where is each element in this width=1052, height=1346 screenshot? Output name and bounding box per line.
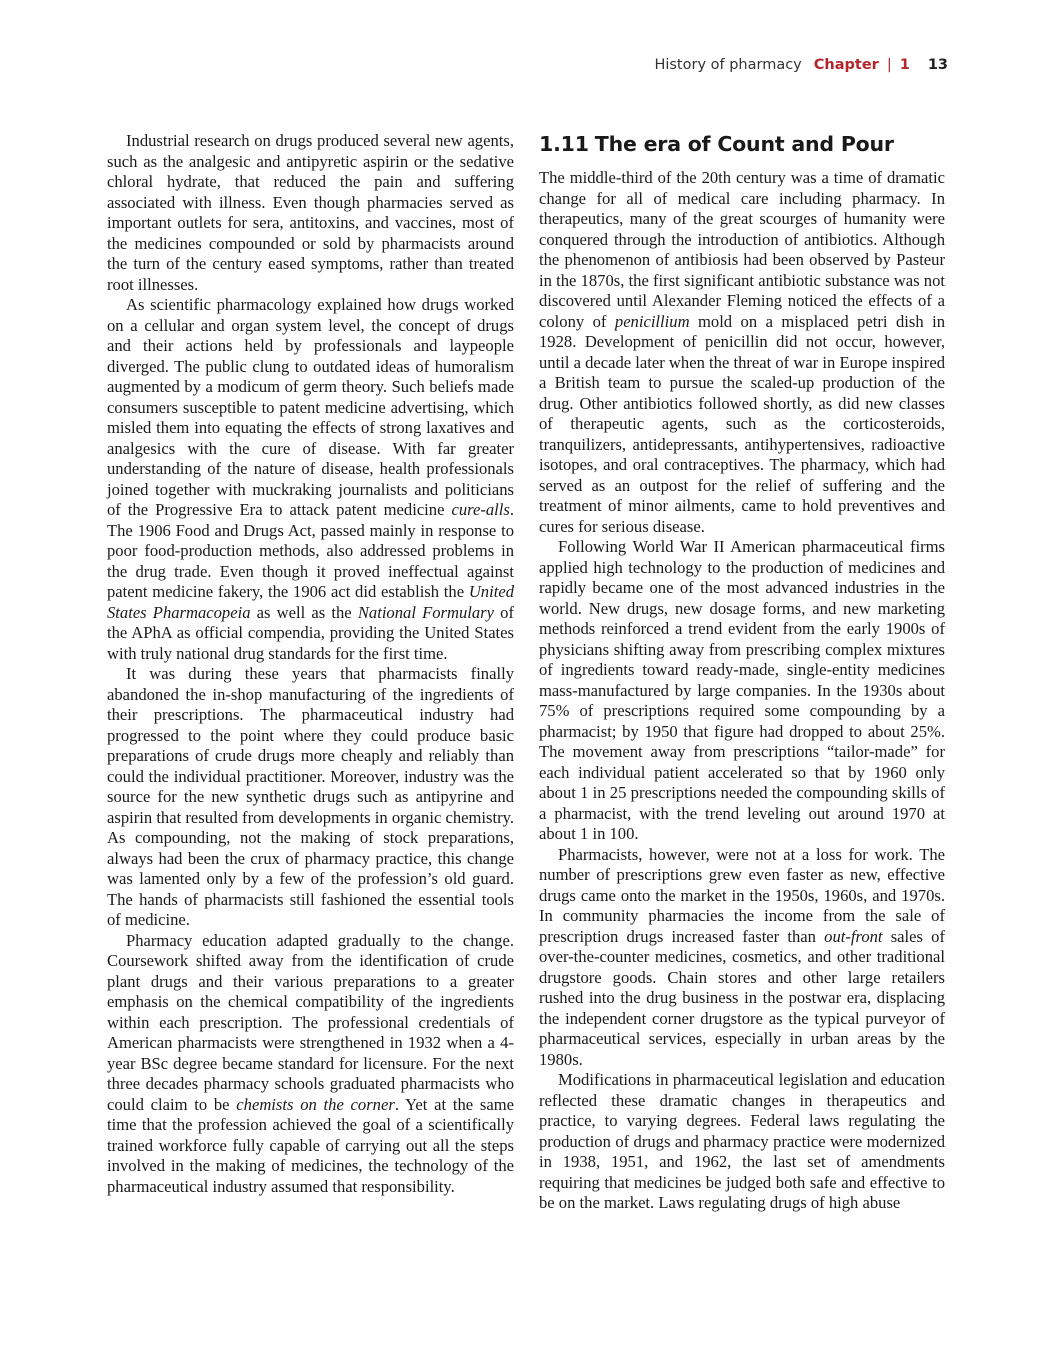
emphasis-text: cure-alls <box>451 500 510 519</box>
section-title: The era of Count and Pour <box>594 132 894 156</box>
paragraph <box>107 931 514 1198</box>
paragraph-text: Industrial research on drugs produced several new agents, such as the analgesic and antipyretic aspirin or the sedative chloral hydrate, that reduced the pain and suffering associated with illness. Even though pharmacies served as important outlets for sera, antitoxins, and vaccines, most of the medicines compounded or sold by pharmacists around the turn of the century eased symptoms, rather than treated root illnesses. <box>107 131 514 294</box>
paragraph-text: As scientific pharmacology explained how drugs worked on a cellular and organ system level, the concept of drugs and their actions held by professionals and laypeople diverged. The public clung to outdated ideas of humoralism augmented by a modicum of germ theory. Such beliefs made consumers susceptible to patent medicine advertising, which misled them into equating the effects of strong laxatives and analgesics with the cure of disease. With far greater understanding of the nature of disease, health professionals joined together with muckraking journalists and politicians of the Progressive Era to attack patent medicine <box>107 295 514 519</box>
paragraph-text: sales of over-the-counter medicines, cosmetics, and other traditional drugstore goods. Chain stores and other large retailers rushed into the drug business in the postwar era, displacing the independent corner drugstore as the typical purveyor of pharmaceutical services, especially in urban areas by the 1980s. <box>539 926 945 1069</box>
chapter-label: Chapter <box>813 57 879 73</box>
running-header <box>654 57 948 79</box>
paragraph <box>539 168 945 537</box>
paragraph <box>107 664 514 931</box>
paragraph-text: . The 1906 Food and Drugs Act, passed mainly in response to poor food-production methods, also addressed problems in the drug trade. Even though it proved ineffectual against patent medicine fakery, the 1906 act did establish the <box>107 500 514 601</box>
paragraph <box>107 295 514 664</box>
paragraph-text: The middle-third of the 20th century was a time of dramatic change for all of medical care including pharmacy. In therapeutics, many of the great scourges of humanity were conquered through the introduction of antibiotics. Although the phenomenon of antibiosis had been observed by Pasteur in the 1870s, the first significant antibiotic substance was not discovered until Alexander Fleming noticed the effects of a colony of <box>539 168 945 331</box>
paragraph-text: It was during these years that pharmacists finally abandoned the in-shop manufacturing of the ingredients of their prescriptions. The pharmaceutical industry had progressed to the point where they could produce basic preparations of crude drugs more cheaply and reliably than could the individual practitioner. Moreover, industry was the source for the new synthetic drugs such as antipyrine and aspirin that resulted from developments in organic chemistry. As compounding, not the making of stock preparations, always had been the crux of pharmacy practice, this change was lamented only by a few of the profession’s old guard. The hands of pharmacists still fashioned the essential tools of medicine. <box>107 664 514 929</box>
paragraph-text: Modifications in pharmaceutical legislation and education reflected these dramatic changes in therapeutics and practice, to varying degrees. Federal laws regulating the production of drugs and pharmacy practice were modernized in 1938, 1951, and 1962, the last set of amendments requiring that medicines be judged both safe and effective to be on the market. Laws regulating drugs of high abuse <box>539 1070 945 1212</box>
paragraph-text: as well as the <box>250 602 358 622</box>
paragraph-text: mold on a misplaced petri dish in 1928. Development of penicillin did not occur, however, until a decade later when the threat of war in Europe inspired a British team to pursue the scaled-up production of the drug. Other antibiotics followed shortly, as did new classes of therapeutic agents, such as the corticosteroids, tranquilizers, antidepressants, antihypertensives, radioactive isotopes, and oral contraceptives. The pharmacy, which had served as an outpost for the relief of suffering and the treatment of minor ailments, came to hold preventives and cures for serious disease. <box>539 311 945 536</box>
paragraph <box>539 537 945 845</box>
section-number: 1.11 <box>539 132 589 156</box>
chapter-separator: | <box>886 57 892 73</box>
emphasis-text: United States Pharmacopeia <box>107 582 514 622</box>
emphasis-text: chemists on the corner <box>236 1094 395 1114</box>
paragraph <box>539 845 945 1071</box>
emphasis-text: National Formulary <box>357 602 494 622</box>
page-number: 13 <box>927 57 948 73</box>
paragraph-text: Pharmacy education adapted gradually to the change. Coursework shifted away from the identification of crude plant drugs and their various preparations to a greater emphasis on the chemical compatibility of the ingredients within each prescription. The professional credentials of American pharmacists were strengthened in 1932 when a 4-year BSc degree became standard for licensure. For the next three decades pharmacy schools graduated pharmacists who could claim to be <box>107 930 514 1114</box>
paragraph-text: of the APhA as official compendia, providing the United States with truly national drug standards for the first time. <box>107 602 514 663</box>
paragraph <box>107 131 514 295</box>
emphasis-text: out-front <box>824 926 883 946</box>
paragraph <box>539 1070 945 1214</box>
paragraph-text: Following World War II American pharmaceutical firms applied high technology to the production of medicines and rapidly became one of the most advanced industries in the world. New drugs, new dosage forms, and new marketing methods reinforced a trend evident from the early 1900s of physicians shifting away from prescribing complex mixtures of ingredients toward ready-made, single-entity medicines mass-manufactured by large companies. In the 1930s about 75% of prescriptions required some compounding by a pharmacist; by 1950 that figure had dropped to about 25%. The movement away from prescriptions “tailor-made” for each individual patient accelerated so that by 1960 only about 1 in 25 prescriptions needed the compounding skills of a pharmacist, with the trend leveling out around 1970 at about 1 in 100. <box>539 537 945 843</box>
paragraph-text: Pharmacists, however, were not at a loss for work. The number of prescriptions grew even faster as new, effective drugs came onto the market in the 1950s, 1960s, and 1970s. In community pharmacies the income from the sale of prescription drugs increased faster than <box>539 844 945 946</box>
section-heading <box>539 131 945 157</box>
left-column <box>107 131 514 1197</box>
running-title: History of pharmacy <box>654 57 802 73</box>
emphasis-text: penicillium <box>614 311 690 331</box>
chapter-number: 1 <box>899 57 910 73</box>
paragraph-text: . Yet at the same time that the profession achieved the goal of a scientifically trained workforce fully capable of carrying out all the steps involved in the making of medicines, the technology of the pharmaceutical industry assumed that responsibility. <box>107 1094 514 1196</box>
right-column <box>539 131 945 1214</box>
